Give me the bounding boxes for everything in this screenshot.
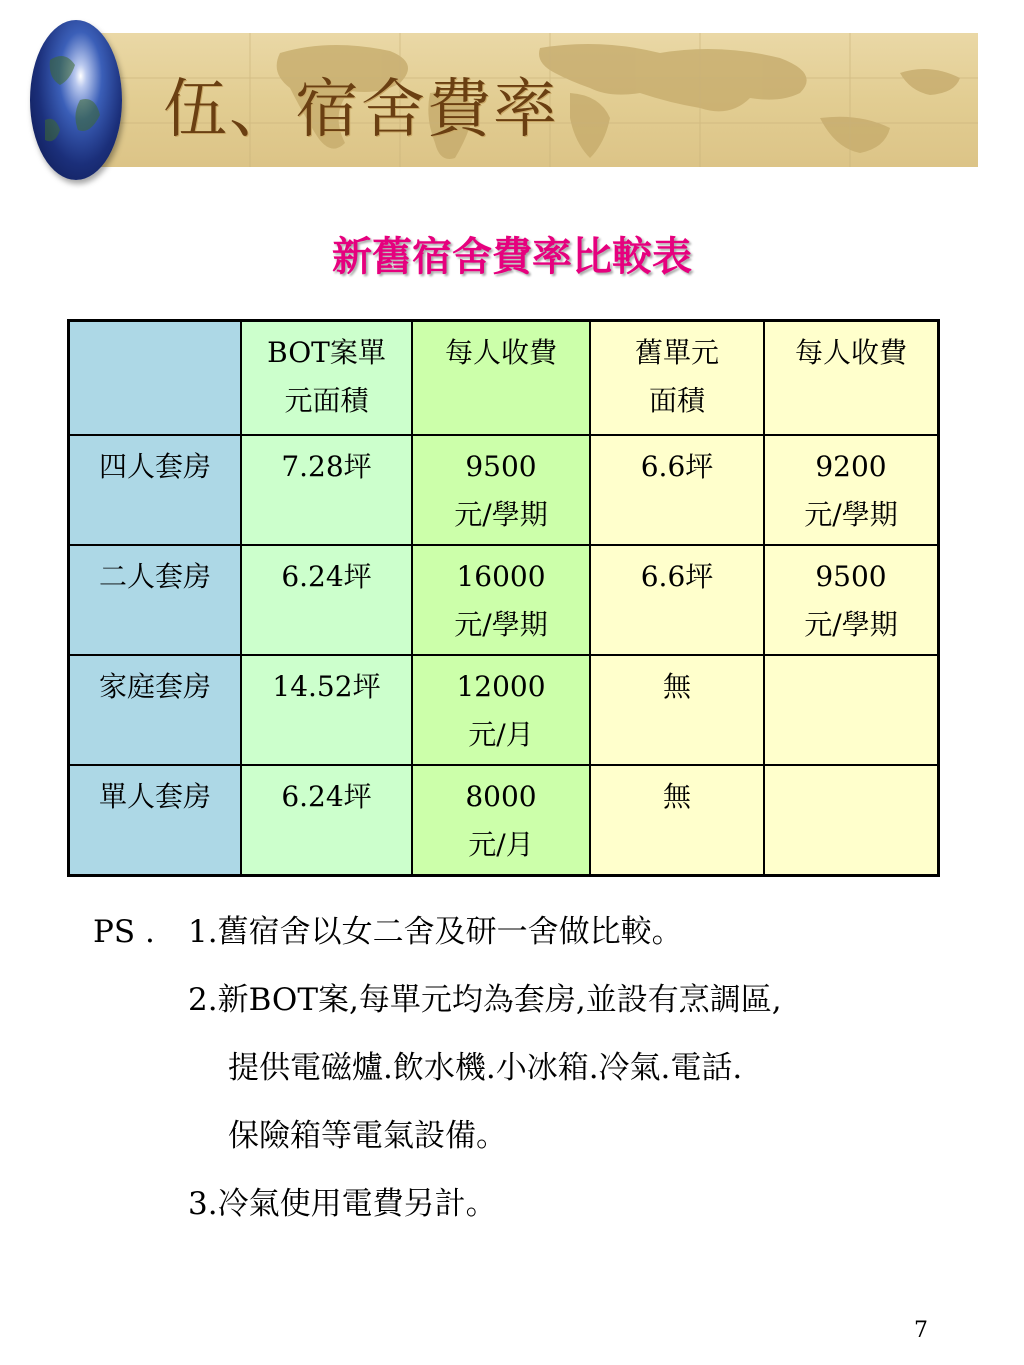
note-item: 提供電磁爐.飲水機.小冰箱.冷氣.電話.	[228, 1050, 743, 1086]
old-fee-cell: 9200 元/學期	[764, 435, 939, 545]
header-cell-bot-area: BOT案單 元面積	[241, 321, 412, 436]
old-fee-cell	[764, 765, 939, 876]
header-cell-old-area: 舊單元 面積	[590, 321, 764, 436]
header-cell-empty	[69, 321, 242, 436]
page-number: 7	[914, 1318, 928, 1343]
old-area-cell: 無	[590, 655, 764, 765]
table-row	[69, 765, 939, 876]
row-label: 單人套房	[69, 765, 242, 876]
table-row	[69, 435, 939, 545]
old-fee-cell: 9500 元/學期	[764, 545, 939, 655]
table-header-row	[69, 321, 939, 436]
header-cell-bot-fee: 每人收費	[412, 321, 590, 436]
bot-fee-cell: 12000 元/月	[412, 655, 590, 765]
note-item: 1.舊宿舍以女二舍及研一舍做比較。	[188, 914, 683, 950]
globe-icon	[30, 20, 122, 180]
table-title: 新舊宿舍費率比較表	[332, 233, 692, 280]
bot-area-cell: 7.28坪	[241, 435, 412, 545]
old-area-cell: 6.6坪	[590, 545, 764, 655]
old-area-cell: 6.6坪	[590, 435, 764, 545]
rates-comparison-table	[67, 319, 940, 877]
note-item: 2.新BOT案,每單元均為套房,並設有烹調區,	[188, 982, 782, 1018]
page-title: 伍、宿舍費率	[163, 73, 559, 147]
notes-prefix: PS .	[93, 914, 155, 950]
bot-area-cell: 14.52坪	[241, 655, 412, 765]
note-item: 保險箱等電氣設備。	[228, 1118, 507, 1154]
table-row	[69, 655, 939, 765]
header-cell-old-fee: 每人收費	[764, 321, 939, 436]
note-item: 3.冷氣使用電費另計。	[188, 1186, 497, 1222]
bot-fee-cell: 9500 元/學期	[412, 435, 590, 545]
row-label: 四人套房	[69, 435, 242, 545]
table-row	[69, 545, 939, 655]
bot-fee-cell: 8000 元/月	[412, 765, 590, 876]
bot-fee-cell: 16000 元/學期	[412, 545, 590, 655]
bot-area-cell: 6.24坪	[241, 765, 412, 876]
bot-area-cell: 6.24坪	[241, 545, 412, 655]
old-area-cell: 無	[590, 765, 764, 876]
row-label: 二人套房	[69, 545, 242, 655]
row-label: 家庭套房	[69, 655, 242, 765]
old-fee-cell	[764, 655, 939, 765]
